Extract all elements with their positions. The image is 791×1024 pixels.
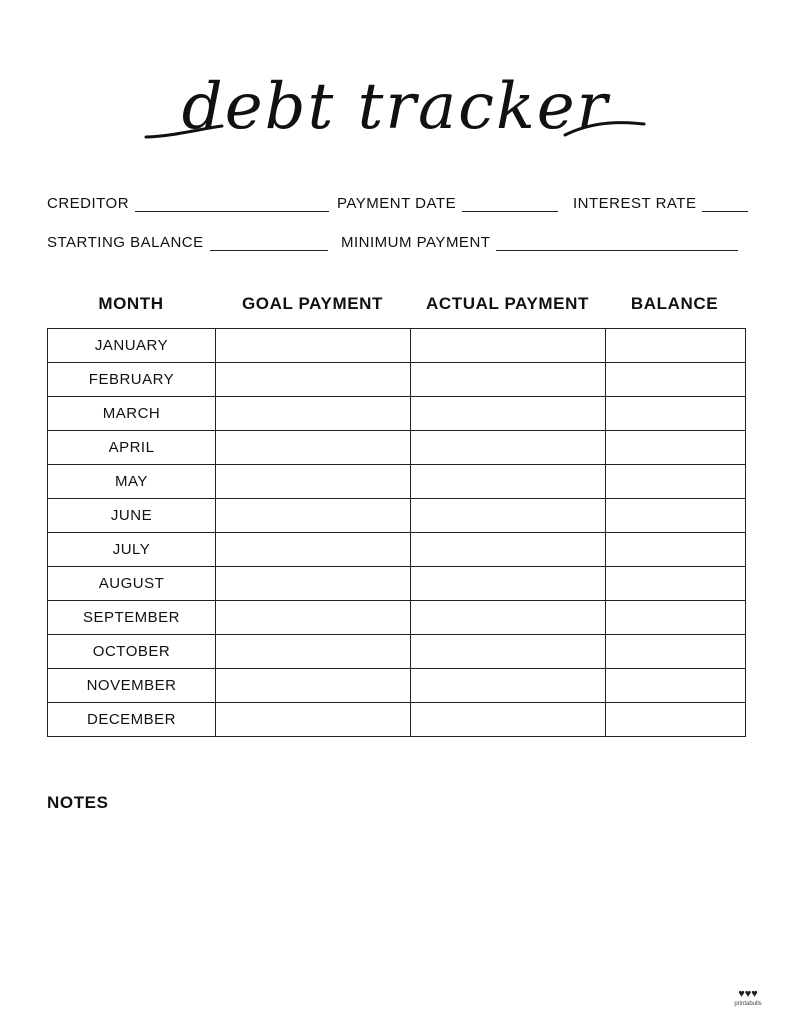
table-row <box>48 703 746 737</box>
actual-payment-cell[interactable] <box>411 465 606 499</box>
table-row <box>48 533 746 567</box>
table-row <box>48 601 746 635</box>
interest-rate-label: INTEREST RATE <box>573 195 697 212</box>
actual-payment-cell[interactable] <box>411 567 606 601</box>
creditor-field[interactable] <box>47 192 329 212</box>
actual-payment-cell[interactable] <box>411 635 606 669</box>
header-month: MONTH <box>98 294 164 313</box>
balance-cell[interactable] <box>606 397 746 431</box>
balance-cell[interactable] <box>606 533 746 567</box>
payment-date-line[interactable] <box>462 197 558 212</box>
table-row <box>48 329 746 363</box>
page-title <box>0 40 791 160</box>
table-row <box>48 669 746 703</box>
goal-payment-cell[interactable] <box>216 669 411 703</box>
logo-mark: ♥♥♥ <box>738 988 758 1000</box>
table-row <box>48 499 746 533</box>
balance-cell[interactable] <box>606 635 746 669</box>
table-row <box>48 397 746 431</box>
goal-payment-cell[interactable] <box>216 465 411 499</box>
balance-cell[interactable] <box>606 567 746 601</box>
month-cell: SEPTEMBER <box>48 601 216 635</box>
tracker-table <box>47 328 746 737</box>
actual-payment-cell[interactable] <box>411 669 606 703</box>
goal-payment-cell[interactable] <box>216 567 411 601</box>
creditor-line[interactable] <box>135 197 329 212</box>
goal-payment-cell[interactable] <box>216 431 411 465</box>
balance-cell[interactable] <box>606 601 746 635</box>
balance-cell[interactable] <box>606 703 746 737</box>
minimum-payment-label: MINIMUM PAYMENT <box>341 234 491 251</box>
table-row <box>48 635 746 669</box>
goal-payment-cell[interactable] <box>216 635 411 669</box>
header-goal-payment: GOAL PAYMENT <box>241 294 384 313</box>
table-row <box>48 465 746 499</box>
month-cell: MARCH <box>48 397 216 431</box>
balance-cell[interactable] <box>606 363 746 397</box>
month-cell: MAY <box>48 465 216 499</box>
balance-cell[interactable] <box>606 499 746 533</box>
table-row <box>48 431 746 465</box>
month-cell: JULY <box>48 533 216 567</box>
minimum-payment-field[interactable] <box>341 231 738 251</box>
actual-payment-cell[interactable] <box>411 431 606 465</box>
minimum-payment-line[interactable] <box>496 236 738 251</box>
balance-cell[interactable] <box>606 431 746 465</box>
month-cell: APRIL <box>48 431 216 465</box>
payment-date-field[interactable] <box>337 192 558 212</box>
title-text: debt tracker <box>181 70 610 144</box>
month-cell: AUGUST <box>48 567 216 601</box>
notes-label: NOTES <box>47 793 109 812</box>
actual-payment-cell[interactable] <box>411 601 606 635</box>
starting-balance-label: STARTING BALANCE <box>47 234 204 251</box>
goal-payment-cell[interactable] <box>216 397 411 431</box>
balance-cell[interactable] <box>606 669 746 703</box>
starting-balance-line[interactable] <box>210 236 328 251</box>
month-cell: JANUARY <box>48 329 216 363</box>
goal-payment-cell[interactable] <box>216 703 411 737</box>
actual-payment-cell[interactable] <box>411 703 606 737</box>
month-cell: NOVEMBER <box>48 669 216 703</box>
table-row <box>48 363 746 397</box>
header-actual-payment: ACTUAL PAYMENT <box>426 294 589 313</box>
logo-wordmark: printabulls <box>734 1001 762 1007</box>
interest-rate-line[interactable] <box>702 197 748 212</box>
actual-payment-cell[interactable] <box>411 329 606 363</box>
month-cell: FEBRUARY <box>48 363 216 397</box>
balance-cell[interactable] <box>606 465 746 499</box>
goal-payment-cell[interactable] <box>216 533 411 567</box>
goal-payment-cell[interactable] <box>216 363 411 397</box>
month-cell: JUNE <box>48 499 216 533</box>
actual-payment-cell[interactable] <box>411 363 606 397</box>
header-balance: BALANCE <box>630 294 719 313</box>
goal-payment-cell[interactable] <box>216 499 411 533</box>
starting-balance-field[interactable] <box>47 231 328 251</box>
month-cell: DECEMBER <box>48 703 216 737</box>
actual-payment-cell[interactable] <box>411 397 606 431</box>
table-headers <box>47 294 744 318</box>
table-row <box>48 567 746 601</box>
month-cell: OCTOBER <box>48 635 216 669</box>
actual-payment-cell[interactable] <box>411 499 606 533</box>
interest-rate-field[interactable] <box>573 192 748 212</box>
actual-payment-cell[interactable] <box>411 533 606 567</box>
goal-payment-cell[interactable] <box>216 329 411 363</box>
printabulls-logo <box>730 988 766 1012</box>
balance-cell[interactable] <box>606 329 746 363</box>
payment-date-label: PAYMENT DATE <box>337 195 457 212</box>
goal-payment-cell[interactable] <box>216 601 411 635</box>
creditor-label: CREDITOR <box>47 195 130 212</box>
